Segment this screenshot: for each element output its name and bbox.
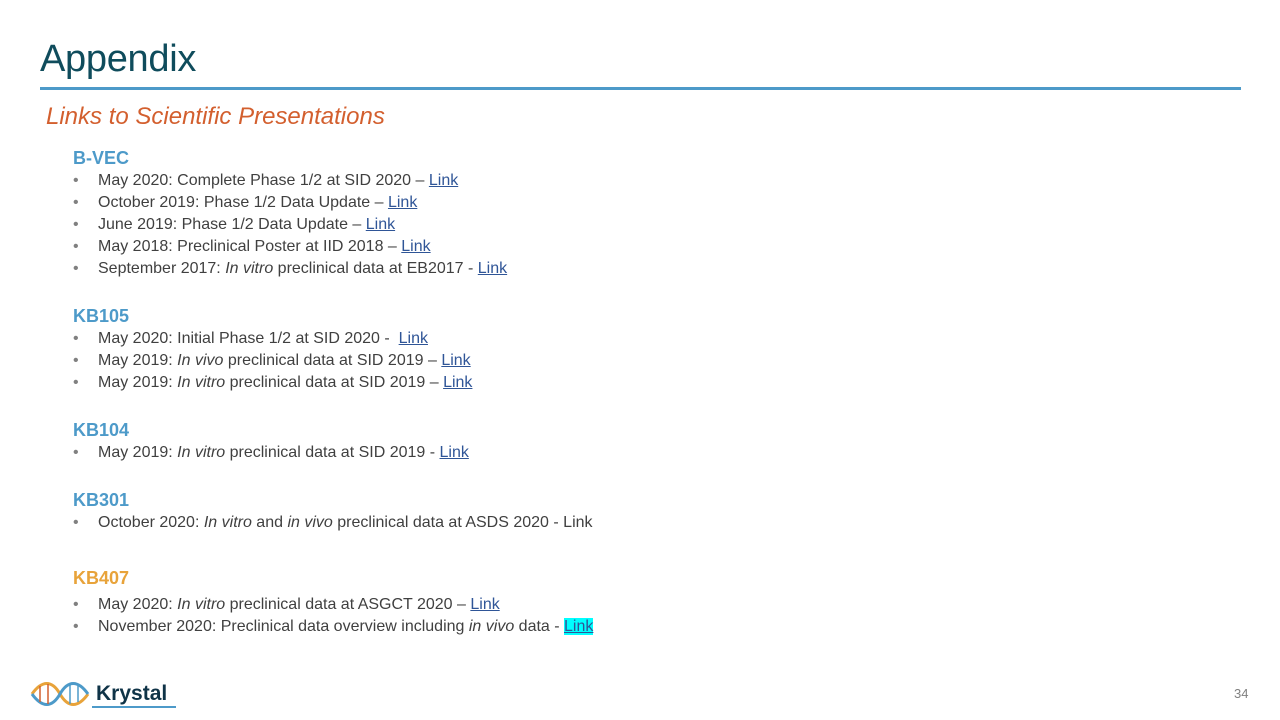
item-text: preclinical data at ASDS 2020 - xyxy=(332,514,564,531)
bullet-icon: • xyxy=(73,260,79,277)
list-item xyxy=(73,442,973,464)
section-heading: KB301 xyxy=(73,490,130,510)
list-item xyxy=(73,328,973,350)
list-item xyxy=(73,170,973,192)
link[interactable]: Link xyxy=(477,260,508,277)
item-text: May 2019: xyxy=(98,374,178,391)
link[interactable]: Link xyxy=(365,216,396,233)
item-text: data - xyxy=(514,618,565,635)
item-text: November 2020: Preclinical data overview including xyxy=(98,618,469,635)
item-emphasis: in vivo xyxy=(468,618,515,635)
link[interactable]: Link xyxy=(470,596,500,613)
item-text: October 2019: Phase 1/2 Data Update – xyxy=(98,194,388,211)
list-item xyxy=(73,512,973,534)
item-text: October 2020: xyxy=(98,514,204,531)
bullet-icon: • xyxy=(73,194,79,211)
bullet-icon: • xyxy=(73,618,79,635)
section-heading: KB104 xyxy=(73,420,130,440)
item-text: May 2020: Initial Phase 1/2 at SID 2020 - xyxy=(98,330,399,347)
bullet-icon: • xyxy=(73,172,79,189)
item-text: preclinical data at ASGCT 2020 – xyxy=(225,596,471,613)
list-item xyxy=(73,594,973,616)
item-emphasis: In vitro xyxy=(177,444,226,461)
bullet-icon: • xyxy=(73,514,79,531)
section-heading: B-VEC xyxy=(73,148,130,168)
list-item xyxy=(73,214,973,236)
item-emphasis: In vitro xyxy=(203,514,252,531)
item-text: preclinical data at SID 2019 – xyxy=(225,374,444,391)
page-title: Appendix xyxy=(40,38,197,80)
list-item xyxy=(73,258,973,280)
item-text: preclinical data at SID 2019 – xyxy=(223,352,442,369)
logo-underline xyxy=(92,706,176,708)
section-kb104 xyxy=(73,418,973,464)
link[interactable]: Link xyxy=(428,172,459,189)
item-text: preclinical data at EB2017 - xyxy=(273,260,478,277)
section-heading: KB105 xyxy=(73,306,130,326)
link[interactable]: Link xyxy=(401,238,431,255)
section-kb407 xyxy=(73,566,973,638)
item-text: preclinical data at SID 2019 - xyxy=(225,444,440,461)
list-item xyxy=(73,192,973,214)
item-text: May 2019: xyxy=(98,352,178,369)
page-subtitle: Links to Scientific Presentations xyxy=(46,103,385,130)
item-emphasis: In vitro xyxy=(225,260,274,277)
item-emphasis: In vivo xyxy=(177,352,224,369)
link[interactable]: Link xyxy=(387,194,418,211)
list-item xyxy=(73,236,973,258)
list-item xyxy=(73,350,973,372)
title-divider xyxy=(40,87,1241,90)
item-emphasis: In vitro xyxy=(177,596,226,613)
item-emphasis: in vivo xyxy=(287,514,333,531)
content-area xyxy=(73,146,973,638)
section-heading: KB407 xyxy=(73,568,130,588)
item-text: and xyxy=(251,514,288,531)
section-kb301 xyxy=(73,488,973,534)
item-text: May 2019: xyxy=(98,444,178,461)
bullet-icon: • xyxy=(73,596,79,613)
item-emphasis: In vitro xyxy=(177,374,226,391)
bullet-icon: • xyxy=(73,330,79,347)
link[interactable]: Link xyxy=(441,352,471,369)
item-text: September 2017: xyxy=(98,260,226,277)
bullet-icon: • xyxy=(73,238,79,255)
logo-text: Krystal xyxy=(96,682,168,705)
page-number: 34 xyxy=(1234,686,1249,701)
item-text: May 2018: Preclinical Poster at IID 2018 – xyxy=(98,238,402,255)
bullet-icon: • xyxy=(73,444,79,461)
link[interactable]: Link xyxy=(439,444,469,461)
link[interactable]: Link xyxy=(563,514,593,531)
bullet-icon: • xyxy=(73,374,79,391)
item-text: May 2020: Complete Phase 1/2 at SID 2020 – xyxy=(98,172,429,189)
item-text: June 2019: Phase 1/2 Data Update – xyxy=(98,216,366,233)
bullet-icon: • xyxy=(73,352,79,369)
bullet-icon: • xyxy=(73,216,79,233)
section-kb105 xyxy=(73,304,973,394)
link[interactable]: Link xyxy=(443,374,473,391)
list-item xyxy=(73,616,973,638)
link[interactable]: Link xyxy=(398,330,428,347)
link[interactable]: Link xyxy=(564,618,594,635)
item-text: May 2020: xyxy=(98,596,178,613)
list-item xyxy=(73,372,973,394)
section-bvec xyxy=(73,146,973,280)
